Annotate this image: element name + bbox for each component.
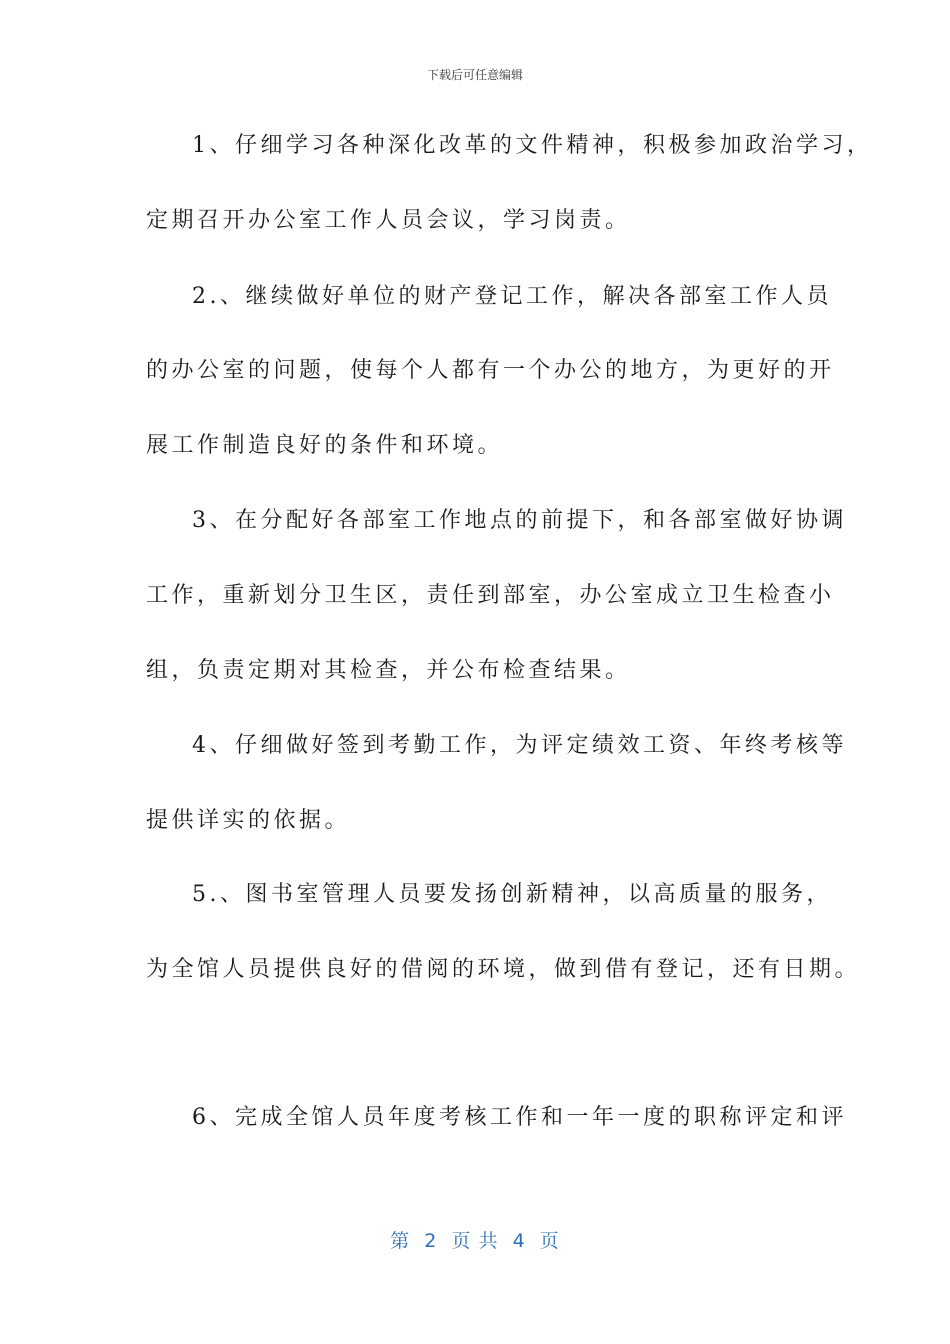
paragraph-line: 6、完成全馆人员年度考核工作和一年一度的职称评定和评 xyxy=(192,1105,847,1130)
paragraph-line: 的办公室的问题，使每个人都有一个办公的地方，为更好的开 xyxy=(146,358,835,383)
paragraph-line: 工作，重新划分卫生区，责任到部室，办公室成立卫生检查小 xyxy=(146,583,835,608)
paragraph-line: 1、仔细学习各种深化改革的文件精神，积极参加政治学习， xyxy=(192,133,873,158)
paragraph-line: 定期召开办公室工作人员会议，学习岗责。 xyxy=(146,208,631,233)
paragraph-line: 5.、图书室管理人员要发扬创新精神，以高质量的服务， xyxy=(192,882,832,907)
header-note: 下载后可任意编辑 xyxy=(426,68,523,82)
paragraph-line: 4、仔细做好签到考勤工作，为评定绩效工资、年终考核等 xyxy=(192,733,847,758)
paragraph-line: 展工作制造良好的条件和环境。 xyxy=(146,433,504,458)
paragraph-line: 2.、继续做好单位的财产登记工作，解决各部室工作人员 xyxy=(192,284,832,309)
paragraph-line: 提供详实的依据。 xyxy=(146,808,351,833)
paragraph-line: 为全馆人员提供良好的借阅的环境，做到借有登记，还有日期。 xyxy=(146,957,861,982)
paragraph-line: 3、在分配好各部室工作地点的前提下，和各部室做好协调 xyxy=(192,508,847,533)
paragraph-line: 组，负责定期对其检查，并公布检查结果。 xyxy=(146,658,631,683)
page-number: 第 2 页 共 4 页 xyxy=(390,1230,560,1252)
